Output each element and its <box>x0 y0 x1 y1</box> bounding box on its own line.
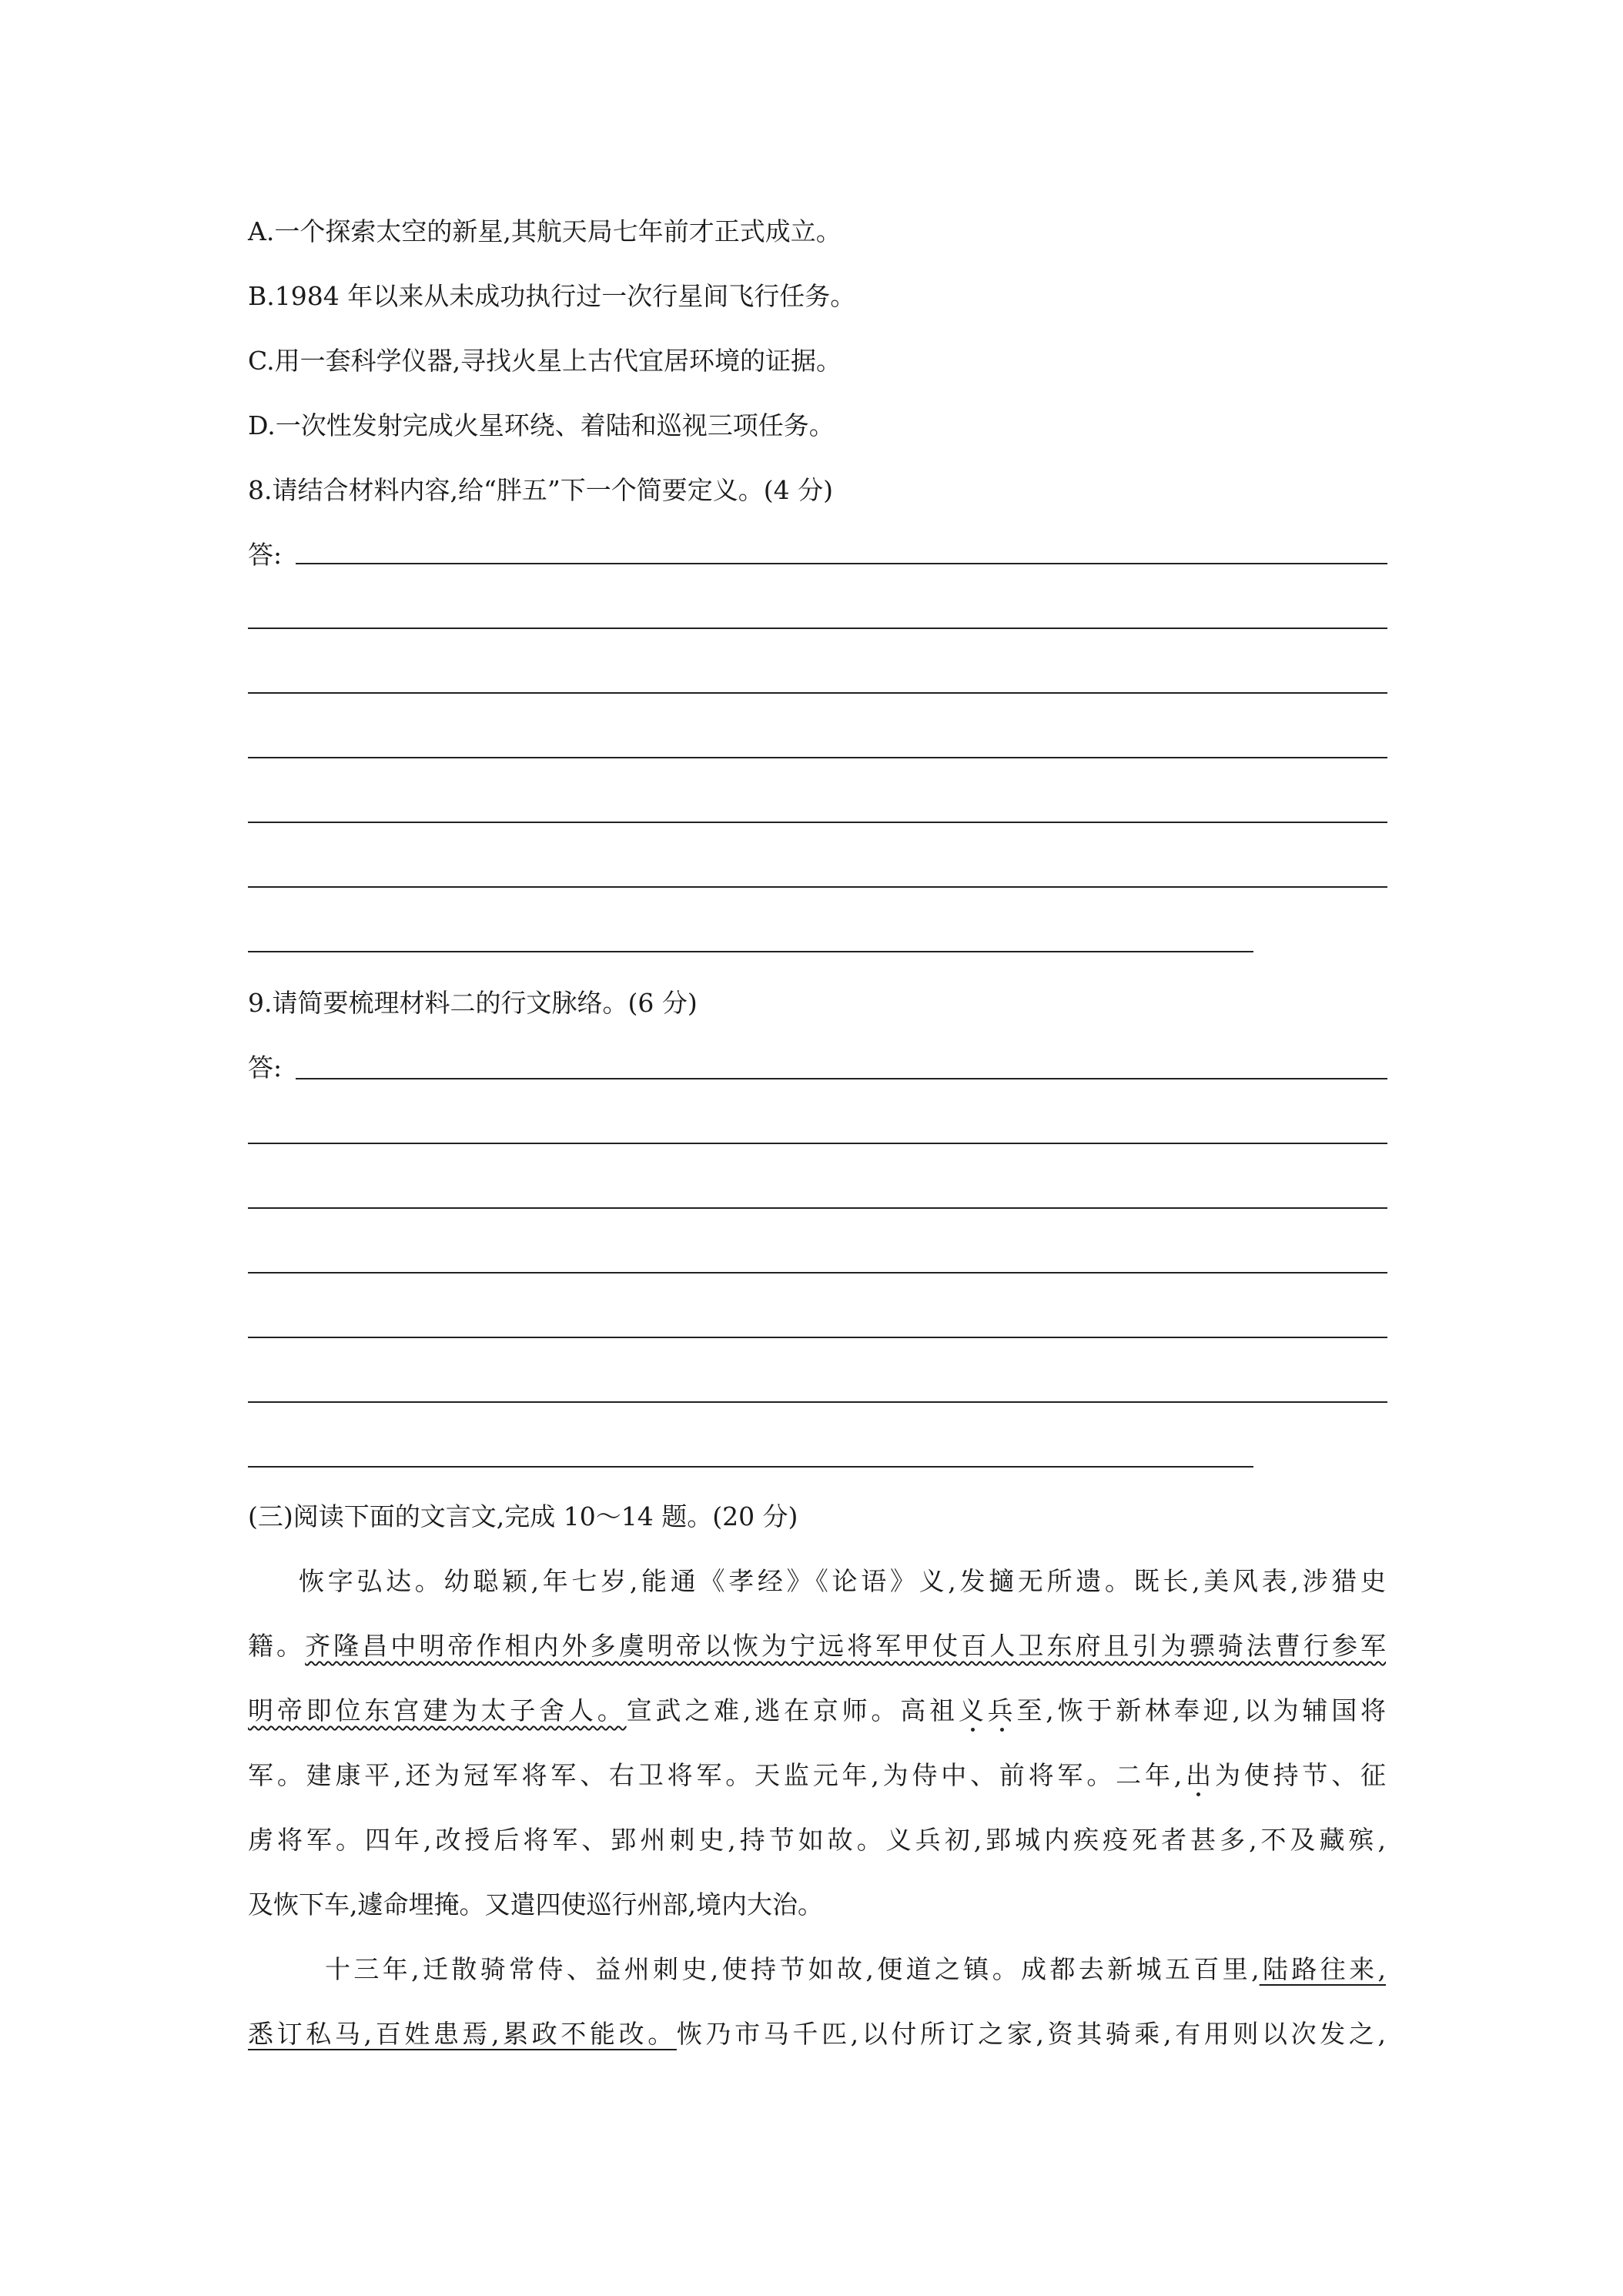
passage-text: 至,恢于新林奉迎,以为辅国将 <box>1016 1695 1387 1725</box>
section-3-heading: (三)阅读下面的文言文,完成 10～14 题。(20 分) <box>248 1501 798 1531</box>
passage-line: 虏将军。四年,改授后将军、郢州刺史,持节如故。义兵初,郢城内疾疫死者甚多,不及藏殡, <box>248 1825 1386 1855</box>
passage-text: 恢乃市马千匹,以付所订之家,资其骑乘,有用则以次发之, <box>676 2019 1386 2049</box>
passage-text: 籍。 <box>248 1631 306 1661</box>
wavy-underlined-text: 齐隆昌中明帝作相内外多虞明帝以恢为宁远将军甲仗百人卫东府且引为骠骑法曹行参军 <box>305 1631 1387 1661</box>
passage-text: 为使持节、征 <box>1214 1760 1387 1790</box>
passage-text: 宣武之难,逃在京师。高祖 <box>626 1695 959 1725</box>
answer-line <box>248 757 1387 758</box>
answer-line <box>248 822 1387 823</box>
passage-line <box>248 1678 1386 1743</box>
passage-line <box>248 1614 1386 1678</box>
answer-line <box>248 628 1387 629</box>
option-b: B.1984 年以来从未成功执行过一次行星间飞行任务。 <box>248 281 856 311</box>
option-d: D.一次性发射完成火星环绕、着陆和巡视三项任务。 <box>248 410 835 440</box>
answer-line <box>248 951 1253 952</box>
passage-paragraph-2 <box>248 1937 1386 2067</box>
answer-line <box>248 1401 1387 1403</box>
passage-text: 十三年,迁散骑常侍、益州刺史,使持节如故,便道之镇。成都去新城五百里, <box>325 1954 1260 1984</box>
option-c: C.用一套科学仪器,寻找火星上古代宜居环境的证据。 <box>248 346 842 376</box>
emphasis-dotted-char: 出 <box>1182 1760 1215 1790</box>
underlined-text: 陆路往来, <box>1259 1954 1386 1984</box>
answer-line <box>248 1337 1387 1338</box>
question-8-prompt: 8.请结合材料内容,给“胖五”下一个简要定义。(4 分) <box>248 475 833 505</box>
answer-line <box>248 1466 1253 1468</box>
passage-line <box>248 1937 1386 2002</box>
answer-line <box>248 1272 1387 1274</box>
question-9-prompt: 9.请简要梳理材料二的行文脉络。(6 分) <box>248 988 698 1018</box>
emphasis-dotted-char: 义 <box>958 1695 988 1725</box>
passage-paragraph-1 <box>248 1549 1386 1937</box>
wavy-underlined-text: 明帝即位东宫建为太子舍人。 <box>248 1695 627 1725</box>
passage-line <box>248 1743 1386 1808</box>
option-a: A.一个探索太空的新星,其航天局七年前才正式成立。 <box>248 216 842 246</box>
passage-text: 军。建康平,还为冠军将军、右卫将军。天监元年,为侍中、前将军。二年, <box>248 1760 1183 1790</box>
answer-line <box>248 692 1387 694</box>
answer-line <box>248 1143 1387 1144</box>
passage-line <box>248 2002 1386 2067</box>
question-9-answer-label: 答: <box>248 1053 283 1083</box>
emphasis-dotted-char: 兵 <box>987 1695 1017 1725</box>
answer-line <box>296 1078 1387 1079</box>
passage-line: 恢字弘达。幼聪颖,年七岁,能通《孝经》《论语》义,发擿无所遗。既长,美风表,涉猎史 <box>299 1566 1386 1596</box>
passage-line: 及恢下车,遽命埋掩。又遣四使巡行州部,境内大治。 <box>248 1889 823 1919</box>
question-8-answer-label: 答: <box>248 540 283 570</box>
underlined-text: 悉订私马,百姓患焉,累政不能改。 <box>248 2019 677 2049</box>
answer-line <box>248 886 1387 888</box>
answer-line <box>296 563 1387 564</box>
answer-line <box>248 1207 1387 1209</box>
